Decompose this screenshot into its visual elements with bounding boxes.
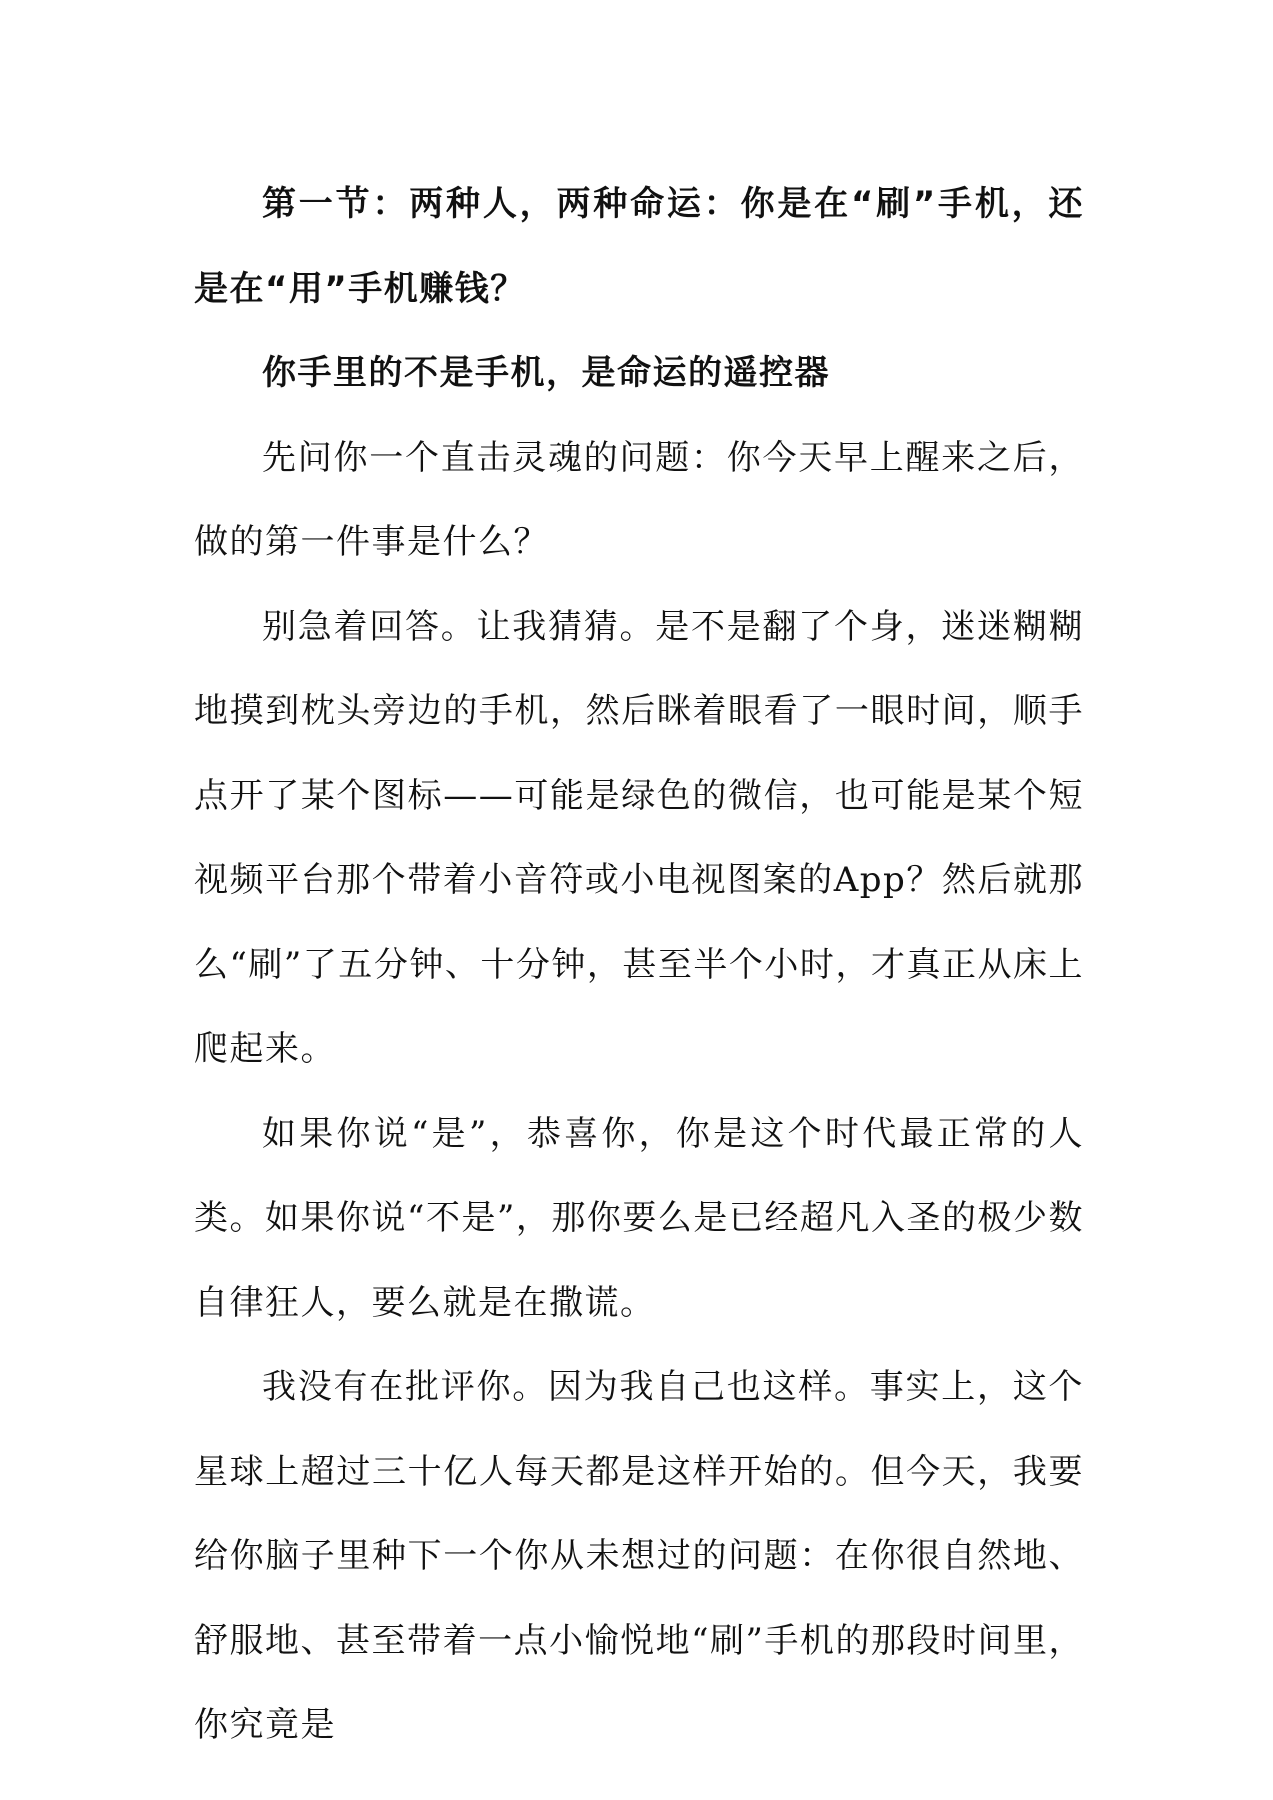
section-subheading: 你手里的不是手机，是命运的遥控器 — [262, 353, 830, 393]
body-paragraph: 我没有在批评你。因为我自己也这样。事实上，这个星球上超过三十亿人每天都是这样开始的。但今天，我要给你脑子里种下一个你从未想过的问题：在你很自然地、舒服地、甚至带着一点小愉悦地“刷”手机的那段时间里，你究竟是 — [194, 1367, 1084, 1745]
document-page — [194, 162, 1084, 1768]
body-paragraph: 如果你说“是”，恭喜你，你是这个时代最正常的人类。如果你说“不是”，那你要么是已经超凡入圣的极少数自律狂人，要么就是在撒谎。 — [194, 1113, 1084, 1323]
body-paragraph: 先问你一个直击灵魂的问题：你今天早上醒来之后，做的第一件事是什么？ — [194, 437, 1084, 562]
chapter-heading: 第一节：两种人，两种命运：你是在“刷”手机，还是在“用”手机赚钱？ — [194, 184, 1084, 309]
body-paragraph: 别急着回答。让我猜猜。是不是翻了个身，迷迷糊糊地摸到枕头旁边的手机，然后眯着眼看了一眼时间，顺手点开了某个图标——可能是绿色的微信，也可能是某个短视频平台那个带着小音符或小电视图案的App？然后就那么“刷”了五分钟、十分钟，甚至半个小时，才真正从床上爬起来。 — [194, 606, 1084, 1069]
